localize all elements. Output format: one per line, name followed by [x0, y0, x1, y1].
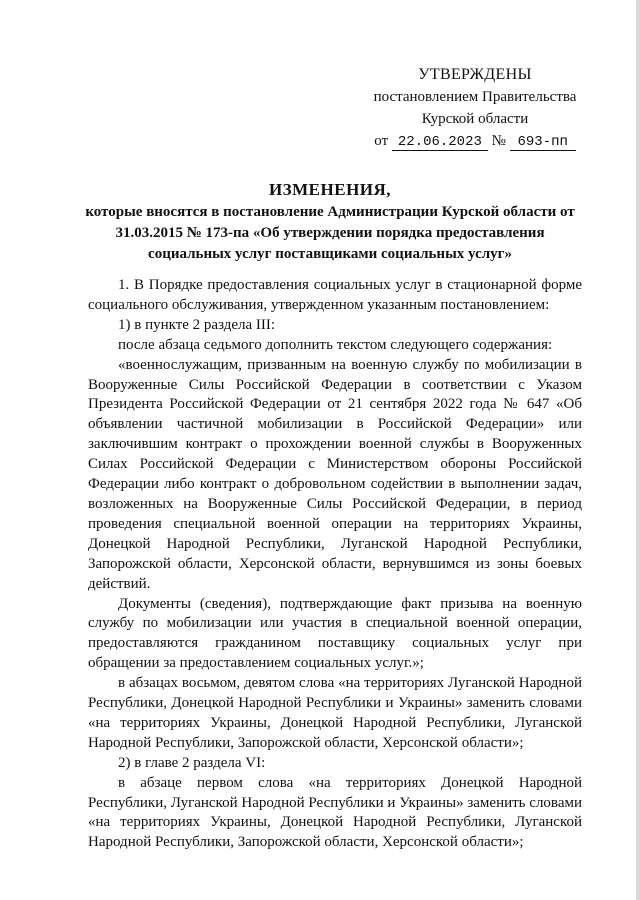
document-title: [80, 178, 580, 265]
approval-line-1: постановлением Правительства: [373, 89, 577, 105]
approval-date: 22.06.2023: [392, 134, 488, 151]
paragraph: 2) в главе 2 раздела VI:: [118, 754, 266, 771]
number-prefix: №: [491, 133, 506, 149]
paragraph: «военнослужащим, призванным на военную службу по мобилизации в Вооруженные Силы Российской Федерации в соответствии с Указом Президента Российской Федерации от 21 сентября 2022 года № 647 «Об объявлении частичной мобилизации в Российской Федерации» или заключившим контракт о прохождении военной службы в Вооруженных Силах Российской Федерации с Министерством обороны Российской Федерации либо контракт о добровольном содействии в выполнении задач, возложенных на Вооруженные Силы Российской Федерации, в период проведения специальной военной операции на территориях Украины, Донецкой Народной Республики, Луганской Народной Республики, Запорожской области, Херсонской области, вернувшимся из зоны боевых действий.: [88, 356, 582, 592]
approval-number: 693-пп: [510, 134, 576, 151]
paragraph: в абзаце первом слова «на территориях Донецкой Народной Республики, Луганской Народной Республики и Украины» заменить словами «на территориях Украины, Донецкой Народной Республики, Луганской Народной Республики, Запорожской области, Херсонской области»;: [88, 774, 582, 851]
approval-line-2: Курской области: [421, 111, 529, 127]
date-prefix: от: [374, 133, 389, 149]
paragraph: после абзаца седьмого дополнить текстом следующего содержания:: [118, 336, 553, 353]
paragraph: в абзацах восьмом, девятом слова «на территориях Луганской Народной Республики, Донецкой Народной Республики и Украины» заменить словами «на территориях Украины, Донецкой Народной Республики, Луганской Народной Республики, Запорожской области, Херсонской области»;: [88, 675, 582, 751]
document-body: [88, 276, 582, 853]
approval-heading: УТВЕРЖДЕНЫ: [418, 66, 532, 83]
title-heading: ИЗМЕНЕНИЯ,: [268, 180, 392, 199]
approval-date-line: [360, 130, 590, 152]
paragraph: 1) в пункте 2 раздела III:: [118, 316, 276, 333]
paragraph: Документы (сведения), подтверждающие факт призыва на военную службу по мобилизации или участия в специальной военной операции, предоставляются гражданином поставщику социальных услуг при обращении за предоставлением социальных услуг.»;: [88, 595, 582, 672]
scan-edge: [636, 0, 640, 900]
approval-stamp: [360, 64, 590, 152]
paragraph: 1. В Порядке предоставления социальных услуг в стационарной форме социального обслуживания, утвержденном указанным постановлением:: [88, 277, 582, 313]
title-subtitle: которые вносятся в постановление Администрации Курской области от 31.03.2015 № 173-па «Об утверждении порядка предоставления социальных услуг поставщиками социальных услуг»: [85, 204, 575, 262]
